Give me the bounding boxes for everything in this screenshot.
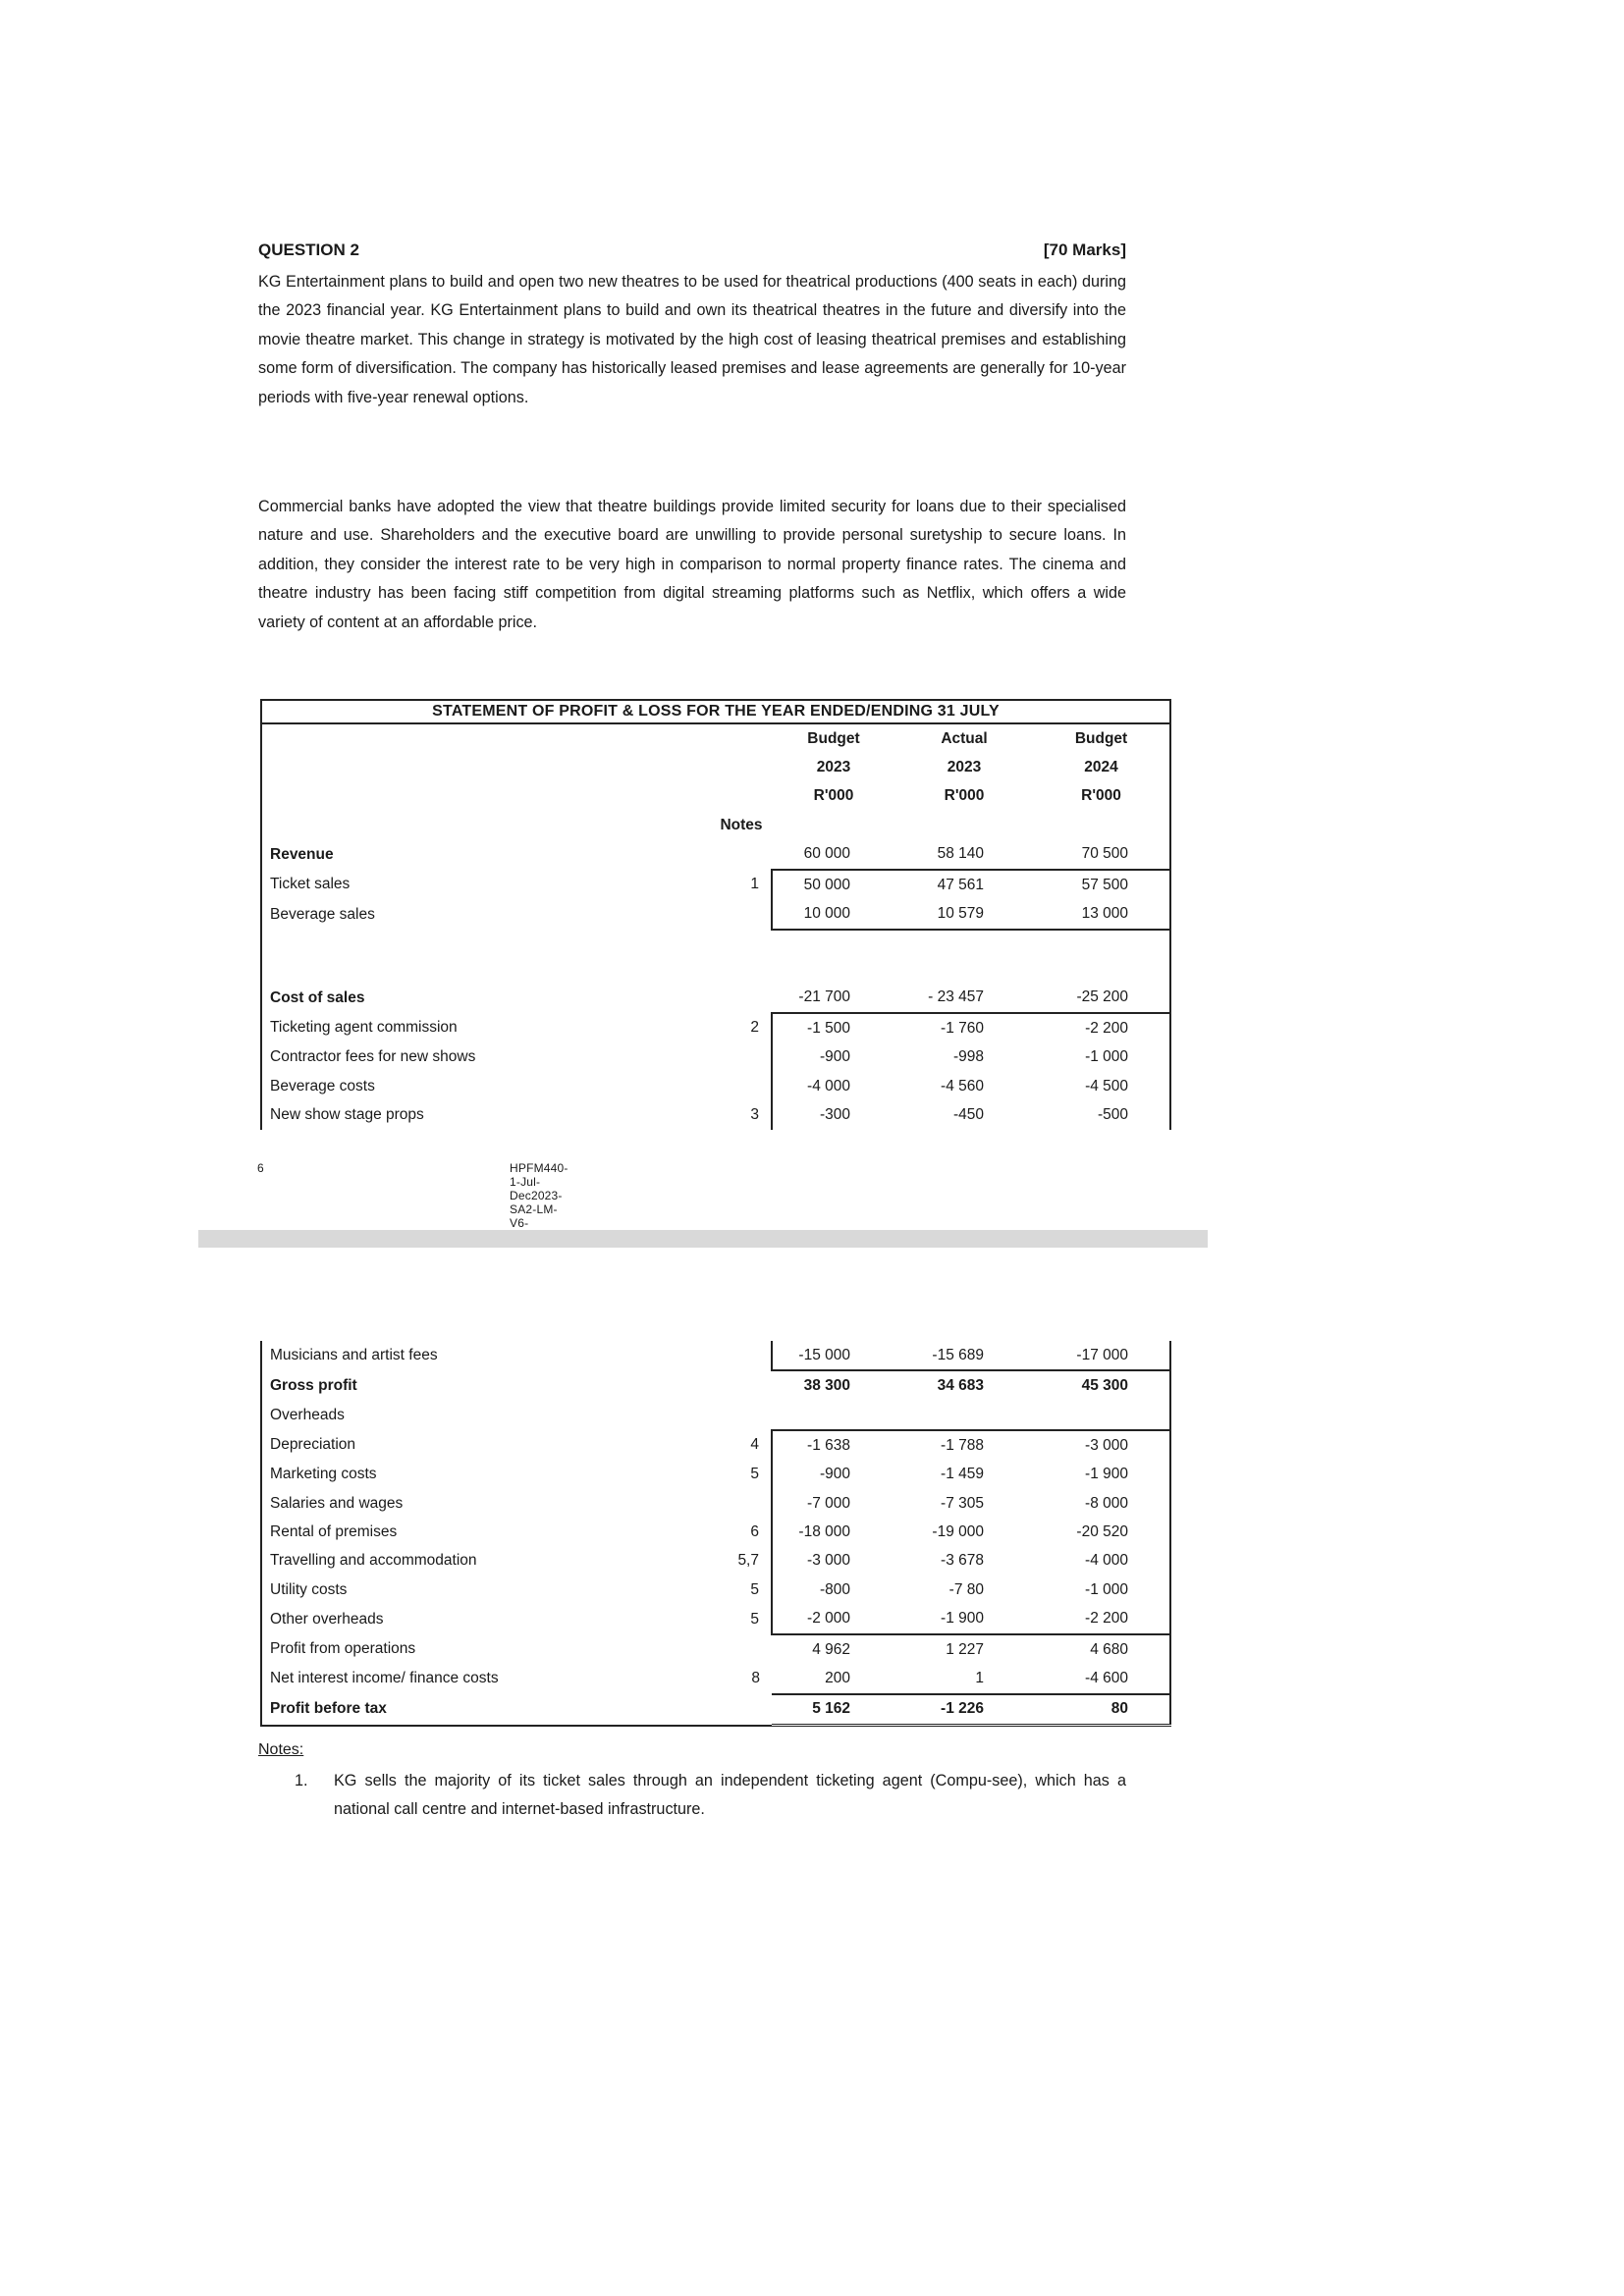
row-note: 5: [750, 1610, 759, 1628]
cell-actual-2023: -1 900: [895, 1605, 1033, 1634]
cell-budget-2023: -18 000: [772, 1518, 895, 1546]
cell-budget-2024: 57 500: [1033, 870, 1170, 899]
row-note: 4: [750, 1436, 759, 1454]
cell-budget-2023: [772, 1401, 895, 1430]
cell-budget-2024: -4 500: [1033, 1072, 1170, 1100]
cell-actual-2023: -7 80: [948, 1580, 984, 1598]
cell-actual-2023: -998: [952, 1048, 984, 1066]
notes-column-header: Notes: [720, 816, 763, 833]
cell-budget-2023: 10 000: [772, 899, 895, 929]
row-note: 8: [751, 1670, 760, 1687]
cell-actual-2023: -15 689: [895, 1341, 1033, 1370]
row-label: Ticketing agent commission: [270, 1019, 458, 1037]
statement-title: STATEMENT OF PROFIT & LOSS FOR THE YEAR ENDED/ENDING 31 JULY: [261, 700, 1170, 723]
cell-budget-2024: 4 680: [1090, 1640, 1128, 1658]
document-code: HPFM440-1-Jul-Dec2023-SA2-LM-V6-: [510, 1161, 568, 1230]
row-label: Beverage sales: [270, 905, 375, 923]
row-label: Revenue: [270, 845, 334, 863]
cell-budget-2023: -1 500: [772, 1013, 895, 1042]
table-row: [261, 1489, 1170, 1518]
cell-budget-2024: -25 200: [1076, 988, 1129, 1006]
cell-actual-2023: -19 000: [932, 1523, 984, 1541]
row-label: Net interest income/ finance costs: [270, 1670, 499, 1687]
col-year-budget-2024: 2024: [1084, 759, 1118, 776]
cell-budget-2024: -1 000: [1033, 1043, 1170, 1072]
cell-budget-2023: -900: [772, 1461, 895, 1489]
row-label: Cost of sales: [270, 988, 365, 1006]
table-row: [261, 1575, 1170, 1604]
profit-loss-table-part-2: [260, 1341, 1171, 1727]
row-label: Depreciation: [270, 1436, 356, 1454]
page-separator: [198, 1230, 1208, 1248]
row-note: 2: [750, 1019, 759, 1037]
col-unit-actual-2023: R'000: [944, 787, 985, 805]
profit-loss-table-part-1: [260, 699, 1171, 1130]
table-row: [261, 984, 1170, 1013]
row-note: [711, 1634, 772, 1664]
row-label: Travelling and accommodation: [270, 1552, 477, 1570]
row-note: [711, 1043, 772, 1072]
cell-budget-2024: -500: [1033, 1100, 1170, 1129]
table-row: [261, 1634, 1170, 1664]
row-note: 3: [750, 1105, 759, 1123]
table-row: [261, 1664, 1170, 1693]
cell-actual-2023: -3 678: [941, 1552, 984, 1570]
cell-actual-2023: - 23 457: [928, 988, 984, 1006]
row-label: Rental of premises: [270, 1523, 398, 1541]
cell-budget-2024: 80: [1033, 1694, 1170, 1726]
notes-heading: Notes:: [258, 1741, 304, 1758]
cell-budget-2023: -900: [772, 1043, 895, 1072]
page-number: 6: [257, 1161, 264, 1175]
row-note: [711, 1341, 772, 1370]
cell-budget-2024: -3 000: [1033, 1430, 1170, 1460]
cell-actual-2023: [895, 1401, 1033, 1430]
table-row: [261, 1341, 1170, 1370]
row-note: [711, 1694, 772, 1726]
question-paragraph-2: Commercial banks have adopted the view that theatre buildings provide limited security for loans due to their specialised nature and use. Shareholders and the executive board are unwilling to provide personal suretyship to secure loans. In addition, they consider the interest rate to be very high in comparison to normal property finance rates. The cinema and theatre industry has been facing stiff competition from digital streaming platforms such as Netflix, which offers a wide variety of content at an affordable price.: [258, 498, 1126, 631]
cell-actual-2023: 1 227: [946, 1640, 984, 1658]
row-note: [711, 984, 772, 1013]
cell-budget-2024: -1 000: [1033, 1575, 1170, 1604]
cell-budget-2023: 38 300: [803, 1377, 850, 1395]
cell-budget-2023: -2 000: [772, 1605, 895, 1634]
table-row: [261, 870, 1170, 899]
table-row: [261, 1370, 1170, 1400]
cell-budget-2024: 13 000: [1033, 899, 1170, 929]
row-note: [711, 1489, 772, 1518]
row-note: 5,7: [737, 1552, 759, 1570]
col-year-actual-2023: 2023: [947, 759, 982, 776]
question-marks: [70 Marks]: [1043, 240, 1126, 259]
cell-budget-2023: -3 000: [772, 1547, 895, 1575]
table-row: [261, 1100, 1170, 1129]
cell-budget-2023: 50 000: [772, 870, 895, 899]
row-note: 1: [750, 876, 759, 893]
row-label: Contractor fees for new shows: [270, 1048, 476, 1066]
row-note: 6: [750, 1523, 759, 1541]
cell-budget-2024: -20 520: [1033, 1518, 1170, 1546]
table-row: [261, 1605, 1170, 1634]
row-label: Profit before tax: [270, 1700, 387, 1718]
cell-budget-2023: -1 638: [772, 1430, 895, 1460]
cell-budget-2024: -1 900: [1033, 1461, 1170, 1489]
cell-budget-2024: -4 600: [1033, 1664, 1170, 1693]
note-text: KG sells the majority of its ticket sales through an independent ticketing agent (Compu-see), which has a national call centre and internet-based infrastructure.: [334, 1772, 1126, 1819]
note-number: 1.: [295, 1772, 308, 1789]
row-note: 5: [750, 1580, 759, 1598]
question-title: QUESTION 2: [258, 240, 359, 259]
table-row: [261, 899, 1170, 929]
row-label: Utility costs: [270, 1580, 348, 1598]
table-row: [261, 1518, 1170, 1546]
row-label: Beverage costs: [270, 1077, 375, 1095]
cell-actual-2023: 34 683: [937, 1377, 984, 1395]
row-label: Ticket sales: [270, 876, 351, 893]
row-label: Overheads: [270, 1406, 345, 1423]
cell-actual-2023: -7 305: [941, 1494, 984, 1512]
table-row: [261, 1013, 1170, 1042]
question-paragraph-1: KG Entertainment plans to build and open two new theatres to be used for theatrical productions (400 seats in each) during the 2023 financial year. KG Entertainment plans to build and own its theatrical theatres in the future and diversify into the movie theatre market. This change in strategy is motivated by the high cost of leasing theatrical premises and establishing some form of diversification. The company has historically leased premises and lease agreements are generally for 10-year periods with five-year renewal options.: [258, 273, 1126, 406]
cell-actual-2023: 10 579: [895, 899, 1033, 929]
cell-budget-2024: -2 200: [1033, 1605, 1170, 1634]
table-row: [261, 1694, 1170, 1726]
row-label: Other overheads: [270, 1610, 384, 1628]
cell-budget-2024: -17 000: [1033, 1341, 1170, 1370]
table-row: [261, 1401, 1170, 1430]
cell-budget-2023: -15 000: [772, 1341, 895, 1370]
cell-budget-2024: 45 300: [1081, 1377, 1128, 1395]
cell-actual-2023: -450: [952, 1105, 984, 1123]
table-row: [261, 1461, 1170, 1489]
cell-actual-2023: 58 140: [937, 845, 984, 863]
row-note: [711, 1370, 772, 1400]
row-label: Marketing costs: [270, 1466, 377, 1483]
row-label: New show stage props: [270, 1105, 424, 1123]
col-header-actual-2023: Actual: [941, 729, 988, 747]
cell-budget-2023: -300: [772, 1100, 895, 1129]
cell-budget-2024: 70 500: [1081, 845, 1129, 863]
cell-budget-2023: 200: [772, 1664, 895, 1693]
cell-actual-2023: -1 788: [895, 1430, 1033, 1460]
col-unit-budget-2023: R'000: [813, 787, 854, 805]
cell-budget-2024: [1033, 1401, 1170, 1430]
cell-budget-2023: 60 000: [803, 845, 850, 863]
table-row: [261, 1072, 1170, 1100]
cell-actual-2023: -1 760: [895, 1013, 1033, 1042]
question-header: [258, 240, 1126, 264]
cell-budget-2023: -4 000: [772, 1072, 895, 1100]
cell-actual-2023: -4 560: [941, 1077, 984, 1095]
col-year-budget-2023: 2023: [816, 759, 851, 776]
cell-budget-2023: -800: [772, 1575, 895, 1604]
row-label: Musicians and artist fees: [270, 1347, 438, 1364]
cell-budget-2023: 5 162: [772, 1694, 895, 1726]
col-header-budget-2023: Budget: [807, 729, 860, 747]
table-row: [261, 840, 1170, 870]
cell-actual-2023: -1 226: [895, 1694, 1033, 1726]
cell-actual-2023: 47 561: [895, 870, 1033, 899]
row-note: [711, 840, 772, 870]
cell-budget-2023: -7 000: [772, 1489, 895, 1518]
row-label: Gross profit: [270, 1376, 357, 1394]
row-note: [711, 899, 772, 929]
row-label: Profit from operations: [270, 1640, 416, 1658]
cell-actual-2023: 1: [895, 1664, 1033, 1693]
list-item: [295, 1767, 1126, 1825]
col-unit-budget-2024: R'000: [1081, 787, 1121, 805]
cell-budget-2023: -21 700: [798, 988, 850, 1006]
col-header-budget-2024: Budget: [1074, 729, 1128, 747]
cell-budget-2024: -8 000: [1033, 1489, 1170, 1518]
cell-budget-2024: -4 000: [1033, 1547, 1170, 1575]
row-note: [711, 1072, 772, 1100]
row-label: Salaries and wages: [270, 1494, 404, 1512]
cell-actual-2023: -1 459: [941, 1466, 984, 1483]
row-note: 5: [750, 1466, 759, 1483]
row-note: [711, 1401, 772, 1430]
table-row: [261, 1043, 1170, 1072]
table-row: [261, 1547, 1170, 1575]
cell-budget-2024: -2 200: [1033, 1013, 1170, 1042]
cell-budget-2023: 4 962: [812, 1640, 850, 1658]
table-row: [261, 1430, 1170, 1460]
